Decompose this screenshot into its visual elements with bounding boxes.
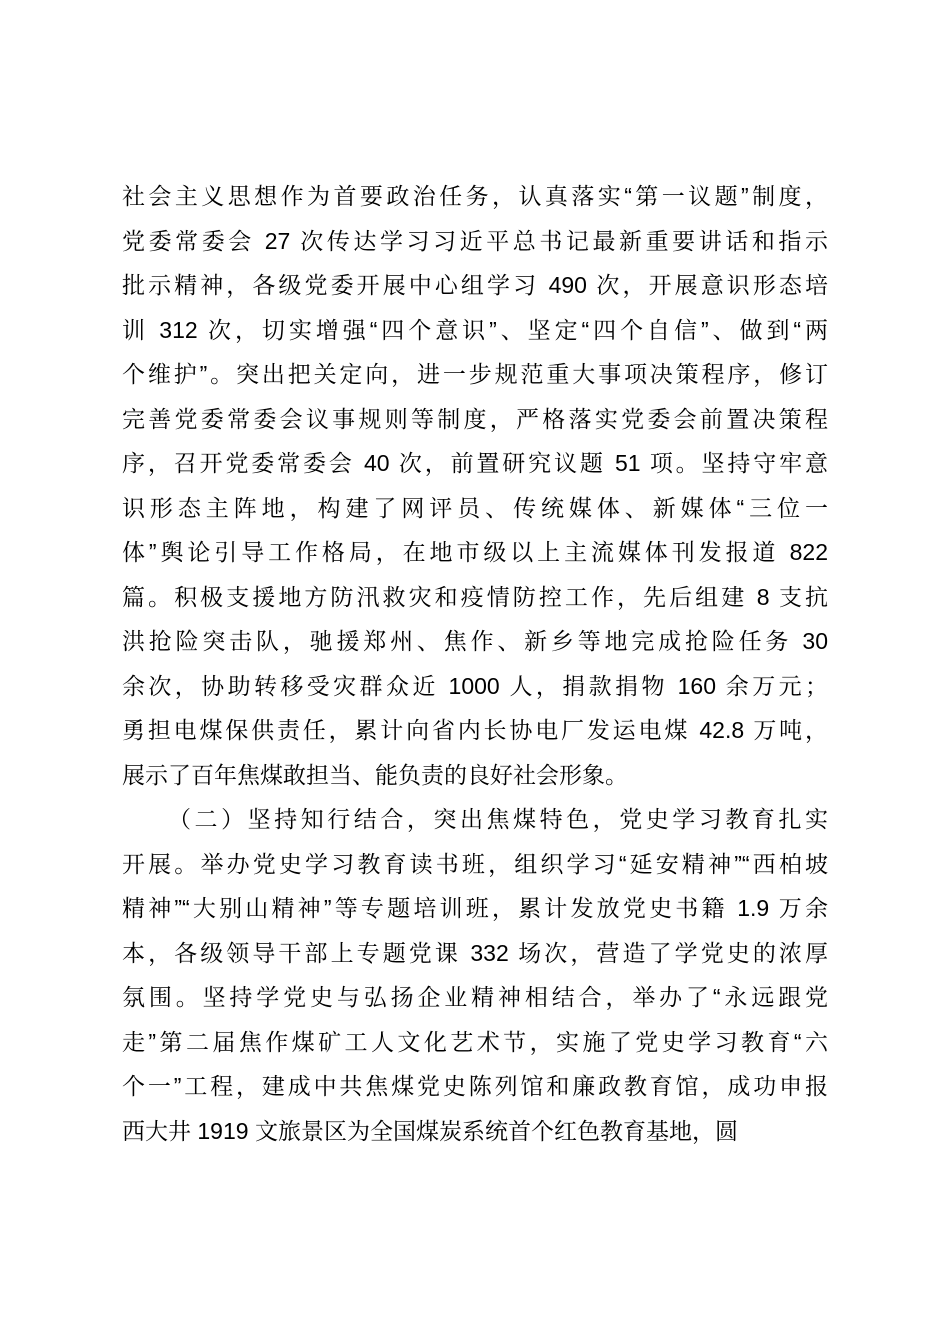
text-line: 篇。积极支援地方防汛救灾和疫情防控工作，先后组建 8 支抗 bbox=[122, 583, 828, 610]
text-line: 个维护”。突出把关定向，进一步规范重大事项决策程序，修订 bbox=[122, 361, 828, 387]
text-line: 本，各级领导干部上专题党课 332 场次，营造了学党史的浓厚 bbox=[122, 939, 828, 966]
text-line: 展示了百年焦煤敢担当、能负责的良好社会形象。 bbox=[122, 761, 628, 788]
text-line: 党委常委会 27 次传达学习习近平总书记最新重要讲话和指示 bbox=[122, 227, 828, 254]
text-line: 走”第二届焦作煤矿工人文化艺术节，实施了党史学习教育“六 bbox=[122, 1028, 828, 1055]
text-line: 个一”工程，建成中共焦煤党史陈列馆和廉政教育馆，成功申报 bbox=[122, 1073, 828, 1099]
text-line: 社会主义思想作为首要政治任务，认真落实“第一议题”制度， bbox=[122, 183, 828, 209]
text-line: 精神”“大别山精神”等专题培训班，累计发放党史书籍 1.9 万余 bbox=[122, 895, 828, 921]
text-line-section-heading: （二）坚持知行结合，突出焦煤特色，党史学习教育扎实 bbox=[168, 806, 828, 832]
text-line: 洪抢险突击队，驰援郑州、焦作、新乡等地完成抢险任务 30 bbox=[122, 628, 828, 654]
document-text-block bbox=[122, 174, 828, 1153]
text-line: 批示精神，各级党委开展中心组学习 490 次，开展意识形态培 bbox=[122, 272, 828, 298]
paragraph-section-two bbox=[122, 797, 828, 1153]
text-line: 识形态主阵地，构建了网评员、传统媒体、新媒体“三位一 bbox=[122, 494, 828, 521]
text-line: 序，召开党委常委会 40 次，前置研究议题 51 项。坚持守牢意 bbox=[122, 450, 828, 476]
text-line: 开展。举办党史学习教育读书班，组织学习“延安精神”“西柏坡 bbox=[122, 850, 828, 877]
text-line: 体”舆论引导工作格局，在地市级以上主流媒体刊发报道 822 bbox=[122, 539, 828, 565]
text-line: 氛围。坚持学党史与弘扬企业精神相结合，举办了“永远跟党 bbox=[122, 984, 828, 1010]
text-line: 勇担电煤保供责任，累计向省内长协电厂发运电煤 42.8 万吨， bbox=[122, 717, 828, 743]
text-line: 完善党委常委会议事规则等制度，严格落实党委会前置决策程 bbox=[122, 405, 828, 432]
text-line: 余次，协助转移受灾群众近 1000 人，捐款捐物 160 余万元； bbox=[122, 672, 828, 699]
text-line: 西大井 1919 文旅景区为全国煤炭系统首个红色教育基地，圆 bbox=[122, 1117, 738, 1144]
paragraph-continued-from-previous-page bbox=[122, 174, 828, 797]
text-line: 训 312 次，切实增强“四个意识”、坚定“四个自信”、做到“两 bbox=[122, 316, 828, 343]
